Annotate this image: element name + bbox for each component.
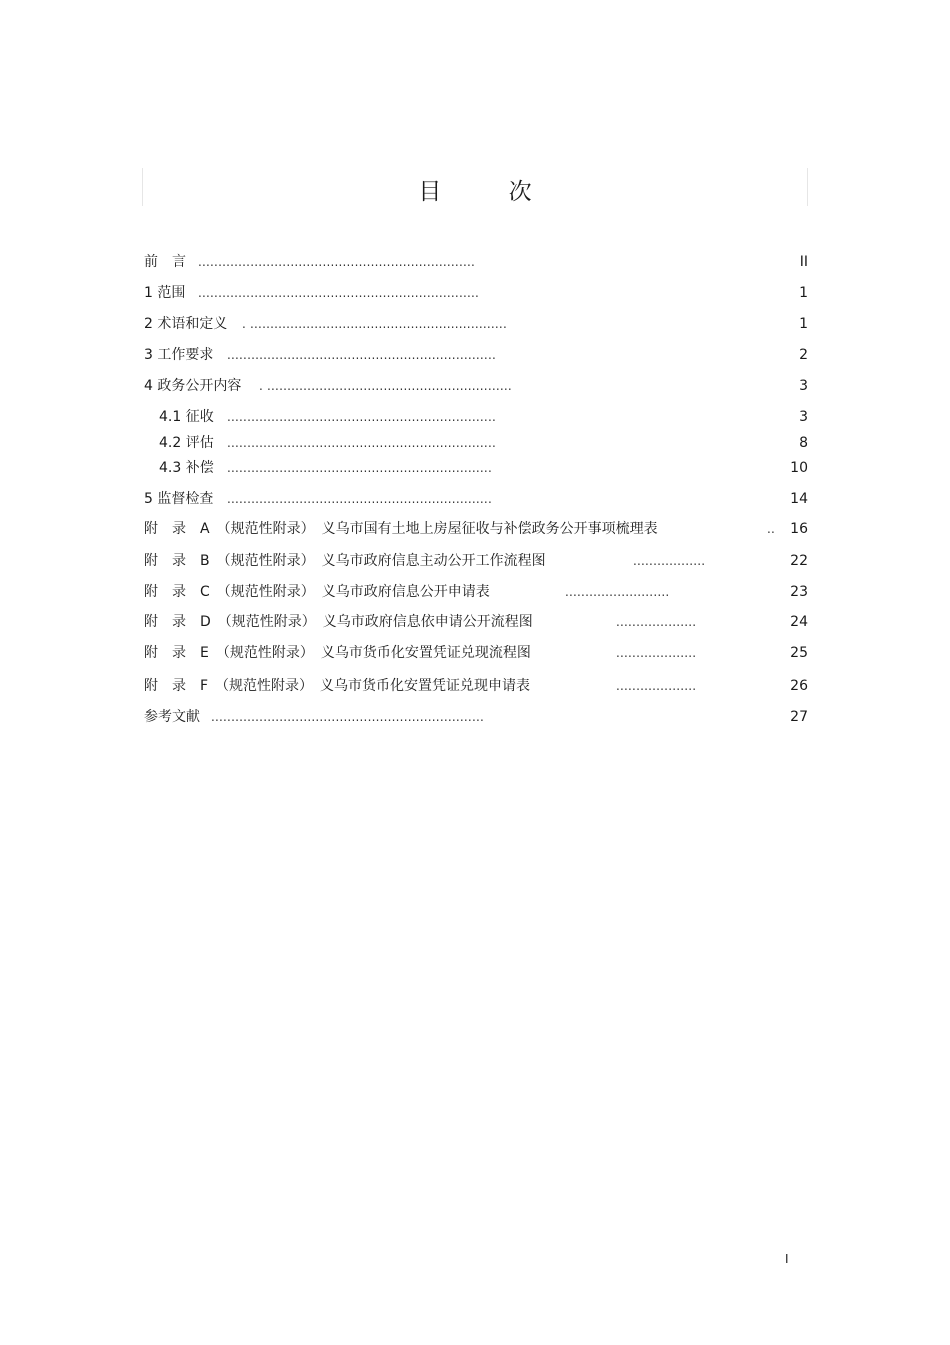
toc-entry-4-1[interactable] bbox=[0, 407, 950, 427]
toc-label: 参考文献 bbox=[144, 709, 200, 725]
toc-entry-appendix-d[interactable] bbox=[0, 612, 950, 632]
toc-entry-content[interactable] bbox=[0, 376, 950, 396]
toc-leader-dots: ...................................................................... bbox=[198, 286, 480, 300]
toc-label: 2 术语和定义 bbox=[144, 316, 228, 332]
toc-leader-dots: .................................................................. bbox=[227, 492, 492, 506]
toc-label: 4.2 评估 bbox=[159, 435, 214, 451]
toc-label: 4 政务公开内容 bbox=[144, 378, 242, 394]
toc-leader-dots: . ................................................................ bbox=[242, 317, 507, 331]
toc-entry-terms[interactable] bbox=[0, 314, 950, 334]
toc-leader-dots: ................................................................... bbox=[227, 348, 496, 362]
toc-page-number: 27 bbox=[790, 709, 808, 725]
toc-page-number: 8 bbox=[799, 435, 808, 451]
toc-leader-dots: .................... bbox=[616, 646, 697, 660]
toc-label: 附 录 D （规范性附录） 义乌市政府信息依申请公开流程图 bbox=[144, 614, 533, 630]
toc-page-number: 22 bbox=[790, 553, 808, 569]
toc-entry-references[interactable] bbox=[0, 707, 950, 727]
toc-label: 4.1 征收 bbox=[159, 409, 214, 425]
toc-label: 附 录 B （规范性附录） 义乌市政府信息主动公开工作流程图 bbox=[144, 553, 546, 569]
toc-page-number: 23 bbox=[790, 584, 808, 600]
toc-page-number: 25 bbox=[790, 645, 808, 661]
toc-leader-dots: .................... bbox=[616, 679, 697, 693]
toc-entry-requirements[interactable] bbox=[0, 345, 950, 365]
toc-entry-4-3[interactable] bbox=[0, 458, 950, 478]
footer-page-number: I bbox=[785, 1252, 789, 1266]
toc-page-number: 24 bbox=[790, 614, 808, 630]
toc-label: 附 录 E （规范性附录） 义乌市货币化安置凭证兑现流程图 bbox=[144, 645, 531, 661]
toc-leader-dots: . ............................................................. bbox=[259, 379, 512, 393]
toc-label: 附 录 A （规范性附录） 义乌市国有土地上房屋征收与补偿政务公开事项梳理表 bbox=[144, 521, 658, 537]
toc-page-number: 3 bbox=[799, 409, 808, 425]
toc-leader-dots: ................................................................... bbox=[227, 410, 496, 424]
toc-leader-dots: ................................................................... bbox=[227, 436, 496, 450]
page-title: 目 次 bbox=[418, 179, 562, 205]
toc-label: 5 监督检查 bbox=[144, 491, 214, 507]
toc-page-number: II bbox=[799, 254, 808, 270]
toc-leader-dots: .......................... bbox=[565, 585, 670, 599]
toc-page-number: 3 bbox=[799, 378, 808, 394]
toc-entry-preface[interactable] bbox=[0, 252, 950, 272]
toc-leader-dots: .................. bbox=[633, 554, 706, 568]
toc-label: 附 录 F （规范性附录） 义乌市货币化安置凭证兑现申请表 bbox=[144, 678, 531, 694]
toc-entry-4-2[interactable] bbox=[0, 433, 950, 453]
toc-entry-appendix-f[interactable] bbox=[0, 676, 950, 696]
toc-page-number: 2 bbox=[799, 347, 808, 363]
toc-entry-appendix-a[interactable] bbox=[0, 519, 950, 539]
toc-label: 4.3 补偿 bbox=[159, 460, 214, 476]
toc-entry-appendix-e[interactable] bbox=[0, 643, 950, 663]
toc-page-number: 10 bbox=[790, 460, 808, 476]
toc-entry-appendix-c[interactable] bbox=[0, 582, 950, 602]
toc-page-number: 1 bbox=[799, 285, 808, 301]
toc-label: 附 录 C （规范性附录） 义乌市政府信息公开申请表 bbox=[144, 584, 490, 600]
toc-label: 前 言 bbox=[144, 254, 186, 270]
toc-leader-dots: .................................................................. bbox=[227, 461, 492, 475]
toc-page-number: 26 bbox=[790, 678, 808, 694]
toc-label: 1 范围 bbox=[144, 285, 186, 301]
toc-leader-dots: ..................................................................... bbox=[198, 255, 475, 269]
toc-entry-scope[interactable] bbox=[0, 283, 950, 303]
toc-page-number: 14 bbox=[790, 491, 808, 507]
toc-label: 3 工作要求 bbox=[144, 347, 214, 363]
toc-entry-appendix-b[interactable] bbox=[0, 551, 950, 571]
toc-entry-supervision[interactable] bbox=[0, 489, 950, 509]
toc-page-number: 16 bbox=[790, 521, 808, 537]
toc-leader-dots: .................................................................... bbox=[211, 710, 484, 724]
toc-page-number: 1 bbox=[799, 316, 808, 332]
toc-leader-dots: .................... bbox=[616, 615, 697, 629]
toc-leader-dots: .. bbox=[767, 522, 776, 536]
